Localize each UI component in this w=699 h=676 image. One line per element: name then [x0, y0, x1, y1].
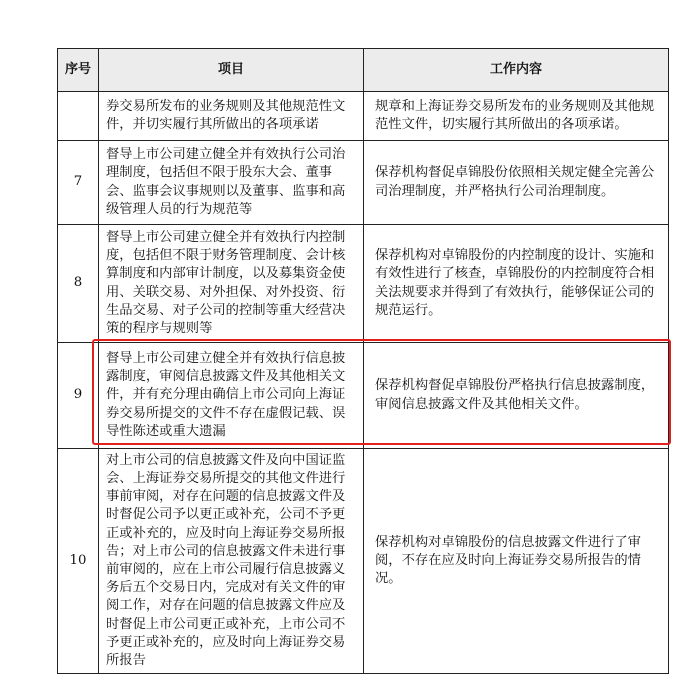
row-number: 9	[58, 343, 99, 449]
table-header-row	[58, 49, 669, 92]
table-row	[58, 449, 669, 674]
row-content: 保荐机构对卓锦股份的信息披露文件进行了审阅，不存在应及时向上海证券交易所报告的情况。	[364, 449, 669, 674]
row-number: 8	[58, 225, 99, 343]
row-content: 保荐机构督促卓锦股份严格执行信息披露制度，审阅信息披露文件及其他相关文件。	[364, 343, 669, 449]
work-table	[57, 48, 669, 674]
header-no: 序号	[58, 49, 99, 92]
row-content: 规章和上海证券交易所发布的业务规则及其他规范性文件，切实履行其所做出的各项承诺。	[364, 92, 669, 141]
table-row	[58, 343, 669, 449]
header-item: 项目	[99, 49, 364, 92]
row-content: 保荐机构对卓锦股份的内控制度的设计、实施和有效性进行了核查，卓锦股份的内控制度符合相关法规要求并得到了有效执行，能够保证公司的规范运行。	[364, 225, 669, 343]
row-content: 保荐机构督促卓锦股份依照相关规定健全完善公司治理制度，并严格执行公司治理制度。	[364, 141, 669, 225]
row-number: 7	[58, 141, 99, 225]
row-item: 对上市公司的信息披露文件及向中国证监会、上海证券交易所提交的其他文件进行事前审阅，对存在问题的信息披露文件及时督促公司予以更正或补充，公司不予更正或补充的，应及时向上海证券交易所报告；对上市公司的信息披露文件未进行事前审阅的，应在上市公司履行信息披露义务后五个交易日内，完成对有关文件的审阅工作，对存在问题的信息披露文件应及时督促上市公司更正或补充，上市公司不予更正或补充的，应及时向上海证券交易所报告	[99, 449, 364, 674]
table-row	[58, 92, 669, 141]
row-item: 券交易所发布的业务规则及其他规范性文件，并切实履行其所做出的各项承诺	[99, 92, 364, 141]
row-item: 督导上市公司建立健全并有效执行公司治理制度，包括但不限于股东大会、董事会、监事会议事规则以及董事、监事和高级管理人员的行为规范等	[99, 141, 364, 225]
header-content: 工作内容	[364, 49, 669, 92]
table-row	[58, 225, 669, 343]
table-row	[58, 141, 669, 225]
row-item: 督导上市公司建立健全并有效执行内控制度，包括但不限于财务管理制度、会计核算制度和内部审计制度，以及募集资金使用、关联交易、对外担保、对外投资、衍生品交易、对子公司的控制等重大经营决策的程序与规则等	[99, 225, 364, 343]
row-number	[58, 92, 99, 141]
row-number: 10	[58, 449, 99, 674]
row-item: 督导上市公司建立健全并有效执行信息披露制度，审阅信息披露文件及其他相关文件，并有充分理由确信上市公司向上海证券交易所提交的文件不存在虚假记载、误导性陈述或重大遗漏	[99, 343, 364, 449]
